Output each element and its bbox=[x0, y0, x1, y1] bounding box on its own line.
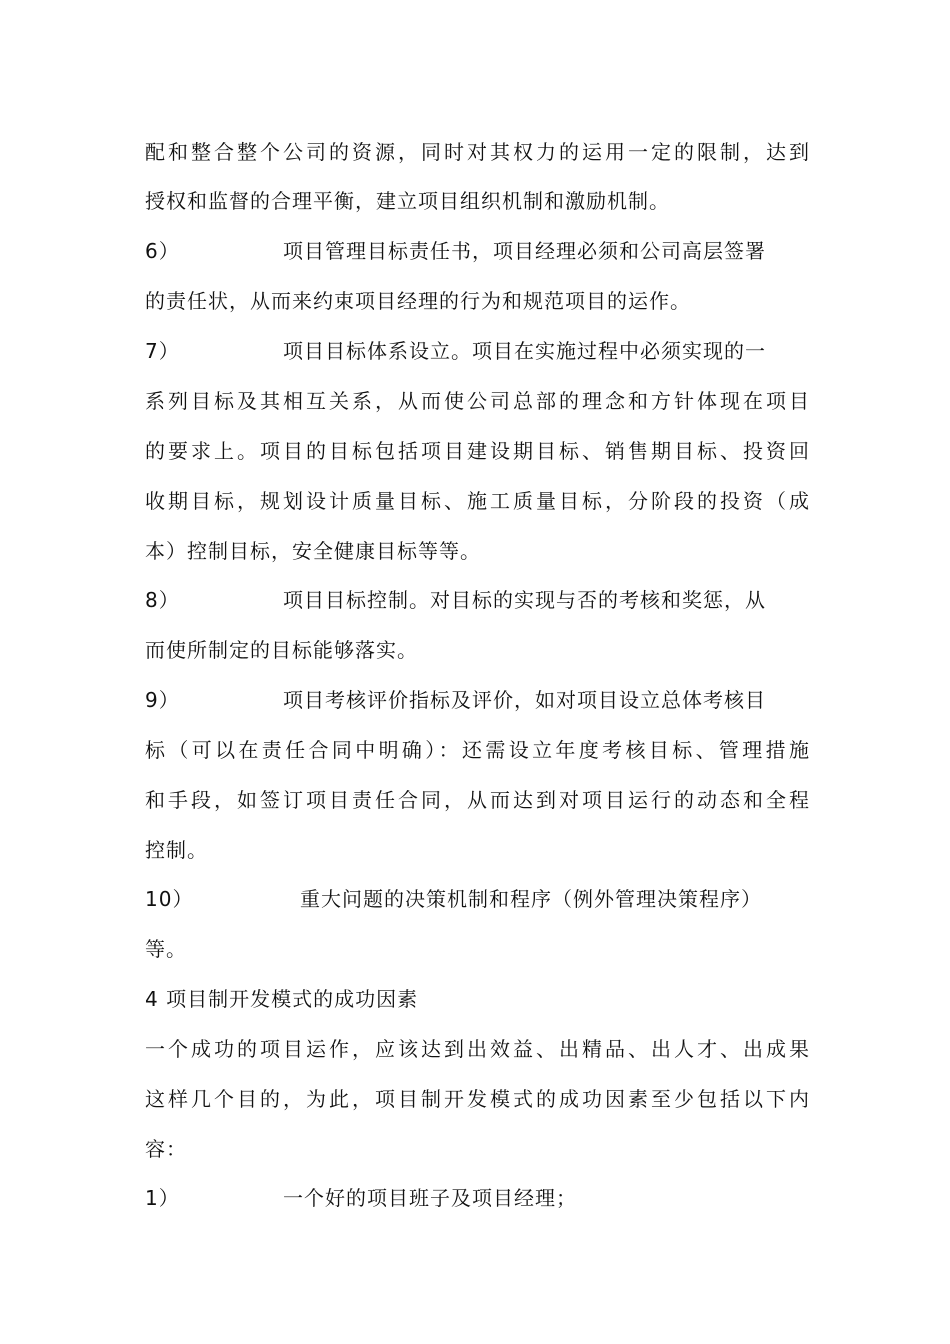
list-number: 7） bbox=[145, 339, 180, 363]
text-line: 系列目标及其相互关系，从而使公司总部的理念和方针体现在项目 bbox=[145, 389, 810, 413]
list-text: 项目目标控制。对目标的实现与否的考核和奖惩，从 bbox=[283, 588, 766, 612]
section-heading: 4 项目制开发模式的成功因素 bbox=[145, 987, 419, 1011]
text-line: 和手段，如签订项目责任合同，从而达到对项目运行的动态和全程 bbox=[145, 788, 810, 812]
text-line: 标（可以在责任合同中明确）：还需设立年度考核目标、管理措施 bbox=[145, 738, 810, 762]
text-line: 控制。 bbox=[145, 838, 208, 862]
list-text: 重大问题的决策机制和程序（例外管理决策程序） bbox=[300, 887, 762, 911]
list-number: 8） bbox=[145, 588, 180, 612]
list-item-10 bbox=[145, 884, 810, 914]
list-text: 项目目标体系设立。项目在实施过程中必须实现的一 bbox=[283, 339, 766, 363]
text-line: 收期目标，规划设计质量目标、施工质量目标，分阶段的投资（成 bbox=[145, 489, 810, 513]
text-line: 等。 bbox=[145, 937, 187, 961]
text-line: 容： bbox=[145, 1137, 187, 1161]
text-line: 的责任状，从而来约束项目经理的行为和规范项目的运作。 bbox=[145, 289, 691, 313]
list-number: 1） bbox=[145, 1186, 180, 1210]
text-line: 授权和监督的合理平衡，建立项目组织机制和激励机制。 bbox=[145, 189, 670, 213]
list-text: 项目考核评价指标及评价，如对项目设立总体考核目 bbox=[283, 688, 766, 712]
list-number: 9） bbox=[145, 688, 180, 712]
text-line: 的要求上。项目的目标包括项目建设期目标、销售期目标、投资回 bbox=[145, 439, 810, 463]
list-number: 10） bbox=[145, 887, 194, 911]
list-item-9 bbox=[145, 685, 810, 715]
text-line: 配和整合整个公司的资源，同时对其权力的运用一定的限制，达到 bbox=[145, 140, 810, 164]
list-item-1 bbox=[145, 1183, 810, 1213]
text-line: 本）控制目标，安全健康目标等等。 bbox=[145, 539, 481, 563]
list-item-7 bbox=[145, 336, 810, 366]
list-number: 6） bbox=[145, 239, 180, 263]
list-item-8 bbox=[145, 585, 810, 615]
text-line: 这样几个目的，为此，项目制开发模式的成功因素至少包括以下内 bbox=[145, 1087, 810, 1111]
text-line: 而使所制定的目标能够落实。 bbox=[145, 638, 418, 662]
text-line: 一个成功的项目运作，应该达到出效益、出精品、出人才、出成果 bbox=[145, 1037, 810, 1061]
list-item-6 bbox=[145, 236, 810, 266]
list-text: 项目管理目标责任书，项目经理必须和公司高层签署 bbox=[283, 239, 766, 263]
list-text: 一个好的项目班子及项目经理； bbox=[283, 1186, 577, 1210]
